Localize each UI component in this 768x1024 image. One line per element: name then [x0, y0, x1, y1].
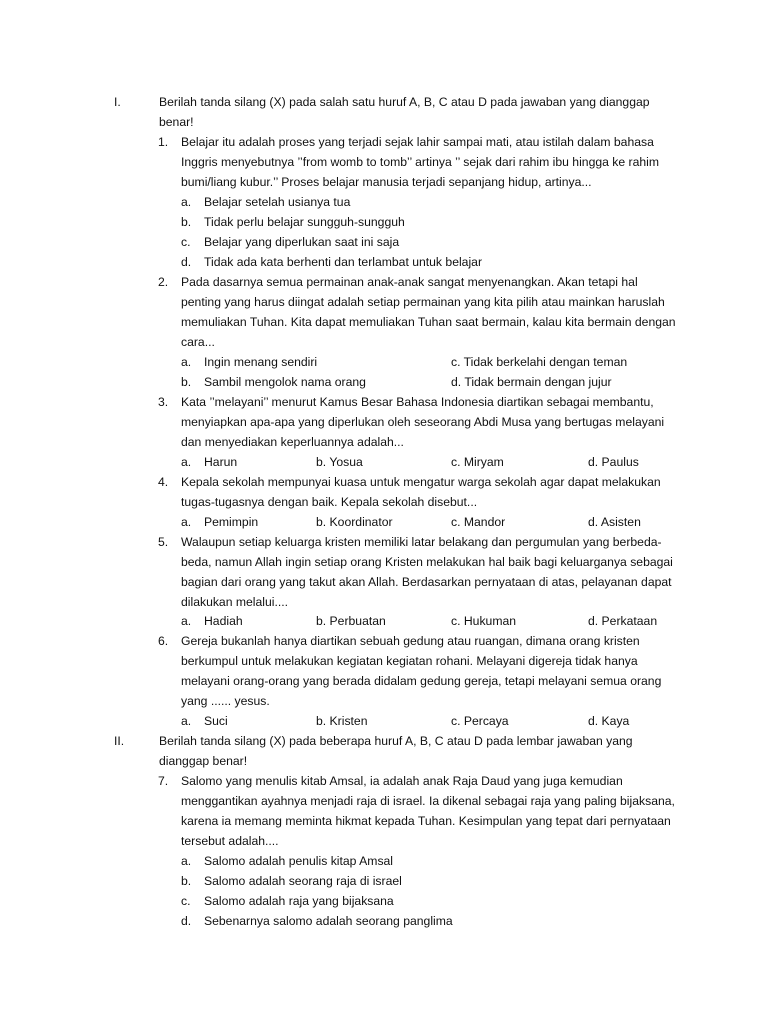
question-4-options	[181, 512, 681, 532]
option-letter: a.	[181, 714, 192, 728]
option-b: b. Yosua	[316, 455, 363, 469]
option-d: d. Kaya	[588, 714, 630, 728]
option-c: c. Percaya	[451, 714, 509, 728]
option-letter: d.	[181, 255, 192, 269]
question-text: Kepala sekolah mempunyai kuasa untuk mengatur warga sekolah agar dapat melakukan tugas-tugasnya dengan baik. Kepala sekolah disebut...	[181, 475, 661, 509]
option-letter: a.	[181, 455, 192, 469]
option-letter: a.	[181, 614, 192, 628]
question-1-option-d	[181, 252, 681, 272]
option-c: c. Mandor	[451, 515, 506, 529]
question-3-options	[181, 452, 681, 472]
option-letter: b.	[181, 215, 192, 229]
option-text: Tidak perlu belajar sungguh-sungguh	[204, 215, 405, 229]
option-a: Suci	[204, 714, 228, 728]
section-1-number: I.	[114, 95, 121, 109]
option-b: b. Koordinator	[316, 515, 393, 529]
section-2-number: II.	[114, 734, 125, 748]
option-c: c. Miryam	[451, 455, 504, 469]
option-letter: c.	[181, 235, 191, 249]
question-number: 7.	[158, 774, 169, 788]
option-text: Belajar yang diperlukan saat ini saja	[204, 235, 400, 249]
question-text: Gereja bukanlah hanya diartikan sebuah gedung atau ruangan, dimana orang kristen berkumpul untuk melakukan kegiatan kegiatan rohani. Melayani digereja tidak hanya melayani orang-orang yang berada didalam gedung gereja, tetapi melayani semua orang yang ...... yesus.	[181, 634, 662, 708]
question-number: 3.	[158, 395, 169, 409]
question-7-option-d	[181, 911, 681, 931]
question-1-option-b	[181, 212, 681, 232]
question-1-option-a	[181, 192, 681, 212]
option-d: d. Tidak bermain dengan jujur	[451, 375, 612, 389]
option-c: c. Hukuman	[451, 614, 517, 628]
option-letter: b.	[181, 375, 192, 389]
option-d: d. Paulus	[588, 455, 639, 469]
option-letter: a.	[181, 515, 192, 529]
question-5-options	[181, 611, 681, 631]
question-1-option-c	[181, 232, 681, 252]
question-number: 1.	[158, 135, 169, 149]
option-letter: a.	[181, 195, 192, 209]
question-text: Pada dasarnya semua permainan anak-anak sangat menyenangkan. Akan tetapi hal penting yang harus diingat adalah setiap permainan yang kita pilih atau mainkan haruslah memuliakan Tuhan. Kita dapat memuliakan Tuhan saat bermain, kalau kita bermain dengan cara...	[181, 275, 676, 349]
option-letter: c.	[181, 894, 191, 908]
option-a: Pemimpin	[204, 515, 259, 529]
question-number: 5.	[158, 535, 169, 549]
option-c: c. Tidak berkelahi dengan teman	[451, 355, 628, 369]
option-text: Salomo adalah raja yang bijaksana	[204, 894, 394, 908]
option-letter: b.	[181, 874, 192, 888]
option-text: Tidak ada kata berhenti dan terlambat untuk belajar	[204, 255, 483, 269]
section-2-instruction: Berilah tanda silang (X) pada beberapa huruf A, B, C atau D pada lembar jawaban yang dianggap benar!	[159, 734, 633, 768]
option-a: Ingin menang sendiri	[204, 355, 318, 369]
option-text: Belajar setelah usianya tua	[204, 195, 351, 209]
question-number: 2.	[158, 275, 169, 289]
question-7-option-a	[181, 851, 681, 871]
option-d: d. Asisten	[588, 515, 641, 529]
question-text: Salomo yang menulis kitab Amsal, ia adalah anak Raja Daud yang juga kemudian menggantikan ayahnya menjadi raja di israel. Ia dikenal sebagai raja yang paling bijaksana, karena ia memang meminta hikmat kepada Tuhan. Kesimpulan yang tepat dari pernyataan tersebut adalah....	[181, 774, 675, 848]
option-letter: d.	[181, 914, 192, 928]
option-letter: a.	[181, 854, 192, 868]
question-number: 6.	[158, 634, 169, 648]
question-2-options-row-1	[181, 352, 681, 372]
option-a: Harun	[204, 455, 238, 469]
question-text: Walaupun setiap keluarga kristen memiliki latar belakang dan pergumulan yang berbeda-beda, namun Allah ingin setiap orang Kristen melakukan hal baik bagi keluarganya sebagai bagian dari orang yang takut akan Allah. Berdasarkan pernyataan di atas, pelayanan dapat dilakukan melalui....	[181, 535, 673, 609]
option-letter: a.	[181, 355, 192, 369]
option-b: b. Perbuatan	[316, 614, 386, 628]
option-text: Salomo adalah penulis kitap Amsal	[204, 854, 394, 868]
option-b: Sambil mengolok nama orang	[204, 375, 366, 389]
option-text: Salomo adalah seorang raja di israel	[204, 874, 402, 888]
question-text: Kata ’’melayani’’ menurut Kamus Besar Bahasa Indonesia diartikan sebagai membantu, menyiapkan apa-apa yang diperlukan oleh seseorang Abdi Musa yang bertugas melayani dan menyediakan keperluannya adalah...	[181, 395, 665, 449]
option-a: Hadiah	[204, 614, 243, 628]
question-7-option-c	[181, 891, 681, 911]
question-text: Belajar itu adalah proses yang terjadi sejak lahir sampai mati, atau istilah dalam bahasa Inggris menyebutnya ’’from womb to tomb’’ artinya ’’ sejak dari rahim ibu hingga ke rahim bumi/liang kubur.’’ Proses belajar manusia terjadi sepanjang hidup, artinya...	[181, 135, 660, 189]
question-6-options	[181, 711, 681, 731]
option-b: b. Kristen	[316, 714, 368, 728]
option-text: Sebenarnya salomo adalah seorang panglima	[204, 914, 453, 928]
question-2-options-row-2	[181, 372, 681, 392]
question-number: 4.	[158, 475, 169, 489]
option-d: d. Perkataan	[588, 614, 658, 628]
section-1-instruction: Berilah tanda silang (X) pada salah satu huruf A, B, C atau D pada jawaban yang dianggap benar!	[159, 95, 650, 129]
question-7-option-b	[181, 871, 681, 891]
